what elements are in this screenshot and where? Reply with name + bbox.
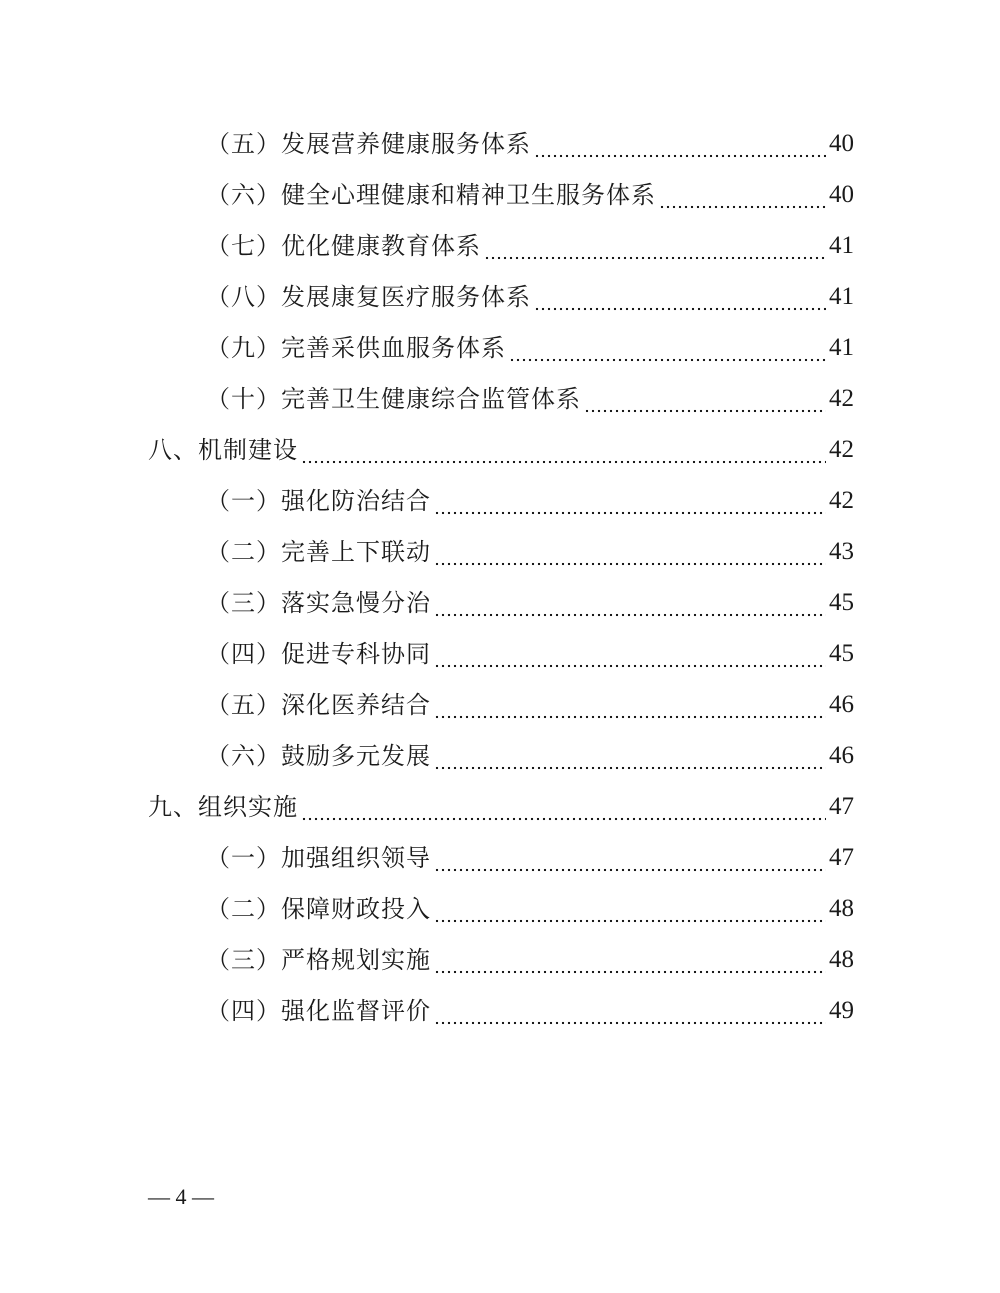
toc-section-entry[interactable] <box>148 787 854 827</box>
page-number: — 4 — <box>148 1184 214 1209</box>
toc-entry-page: 42 <box>829 487 854 514</box>
toc-dot-leader <box>434 991 826 1031</box>
toc-entry-label: 八、机制建设 <box>148 436 298 464</box>
toc-entry-page: 46 <box>829 742 854 769</box>
toc-dot-leader <box>434 685 826 725</box>
toc-dot-leader <box>534 277 826 317</box>
toc-entry-label: （一）加强组织领导 <box>206 844 431 872</box>
toc-entry-label: （六）健全心理健康和精神卫生服务体系 <box>206 181 656 209</box>
toc-entry[interactable] <box>206 940 854 980</box>
toc-dot-leader <box>659 175 826 215</box>
toc-entry[interactable] <box>206 175 854 215</box>
toc-entry-label: （五）深化医养结合 <box>206 691 431 719</box>
toc-dot-leader <box>434 838 826 878</box>
toc-entry[interactable] <box>206 736 854 776</box>
toc-entry-page: 47 <box>829 844 854 871</box>
toc-entry[interactable] <box>206 226 854 266</box>
toc-dot-leader <box>534 124 826 164</box>
toc-dot-leader <box>434 634 826 674</box>
toc-entry[interactable] <box>206 277 854 317</box>
toc-entry-page: 40 <box>829 130 854 157</box>
toc-entry-label: 九、组织实施 <box>148 793 298 821</box>
toc-dot-leader <box>301 787 826 827</box>
toc-entry-page: 41 <box>829 283 854 310</box>
toc-entry-page: 42 <box>829 385 854 412</box>
toc-section-entry[interactable] <box>148 430 854 470</box>
toc-dot-leader <box>434 583 826 623</box>
toc-entry[interactable] <box>206 481 854 521</box>
toc-entry[interactable] <box>206 532 854 572</box>
toc-entry-page: 48 <box>829 946 854 973</box>
toc-entry-label: （二）完善上下联动 <box>206 538 431 566</box>
toc-entry-page: 40 <box>829 181 854 208</box>
toc-dot-leader <box>301 430 826 470</box>
toc-entry-label: （十）完善卫生健康综合监管体系 <box>206 385 581 413</box>
toc-entry[interactable] <box>206 991 854 1031</box>
toc-entry-page: 46 <box>829 691 854 718</box>
toc-entry-page: 47 <box>829 793 854 820</box>
toc-entry[interactable] <box>206 583 854 623</box>
toc-dot-leader <box>434 889 826 929</box>
toc-dot-leader <box>509 328 826 368</box>
toc-entry-page: 42 <box>829 436 854 463</box>
toc-entry-label: （三）严格规划实施 <box>206 946 431 974</box>
toc-dot-leader <box>484 226 826 266</box>
toc-entry-label: （四）强化监督评价 <box>206 997 431 1025</box>
toc-dot-leader <box>434 940 826 980</box>
toc-entry-page: 48 <box>829 895 854 922</box>
toc-dot-leader <box>434 736 826 776</box>
toc-entry-label: （七）优化健康教育体系 <box>206 232 481 260</box>
toc-entry[interactable] <box>206 685 854 725</box>
toc-dot-leader <box>584 379 826 419</box>
toc-entry-page: 41 <box>829 232 854 259</box>
toc-entry[interactable] <box>206 634 854 674</box>
toc-entry-page: 45 <box>829 589 854 616</box>
toc-entry-page: 49 <box>829 997 854 1024</box>
toc-entry-label: （一）强化防治结合 <box>206 487 431 515</box>
toc-entry[interactable] <box>206 889 854 929</box>
toc-entry-label: （二）保障财政投入 <box>206 895 431 923</box>
toc-entry-label: （三）落实急慢分治 <box>206 589 431 617</box>
toc-entry[interactable] <box>206 838 854 878</box>
toc-entry-label: （六）鼓励多元发展 <box>206 742 431 770</box>
toc-dot-leader <box>434 481 826 521</box>
toc-entry-label: （四）促进专科协同 <box>206 640 431 668</box>
toc-entry-page: 41 <box>829 334 854 361</box>
toc-entry-label: （八）发展康复医疗服务体系 <box>206 283 531 311</box>
toc-dot-leader <box>434 532 826 572</box>
toc-entry-page: 43 <box>829 538 854 565</box>
toc-entry[interactable] <box>206 379 854 419</box>
toc-entry[interactable] <box>206 124 854 164</box>
toc-entry-page: 45 <box>829 640 854 667</box>
toc-entry-label: （五）发展营养健康服务体系 <box>206 130 531 158</box>
toc-entry-label: （九）完善采供血服务体系 <box>206 334 506 362</box>
toc-entry[interactable] <box>206 328 854 368</box>
